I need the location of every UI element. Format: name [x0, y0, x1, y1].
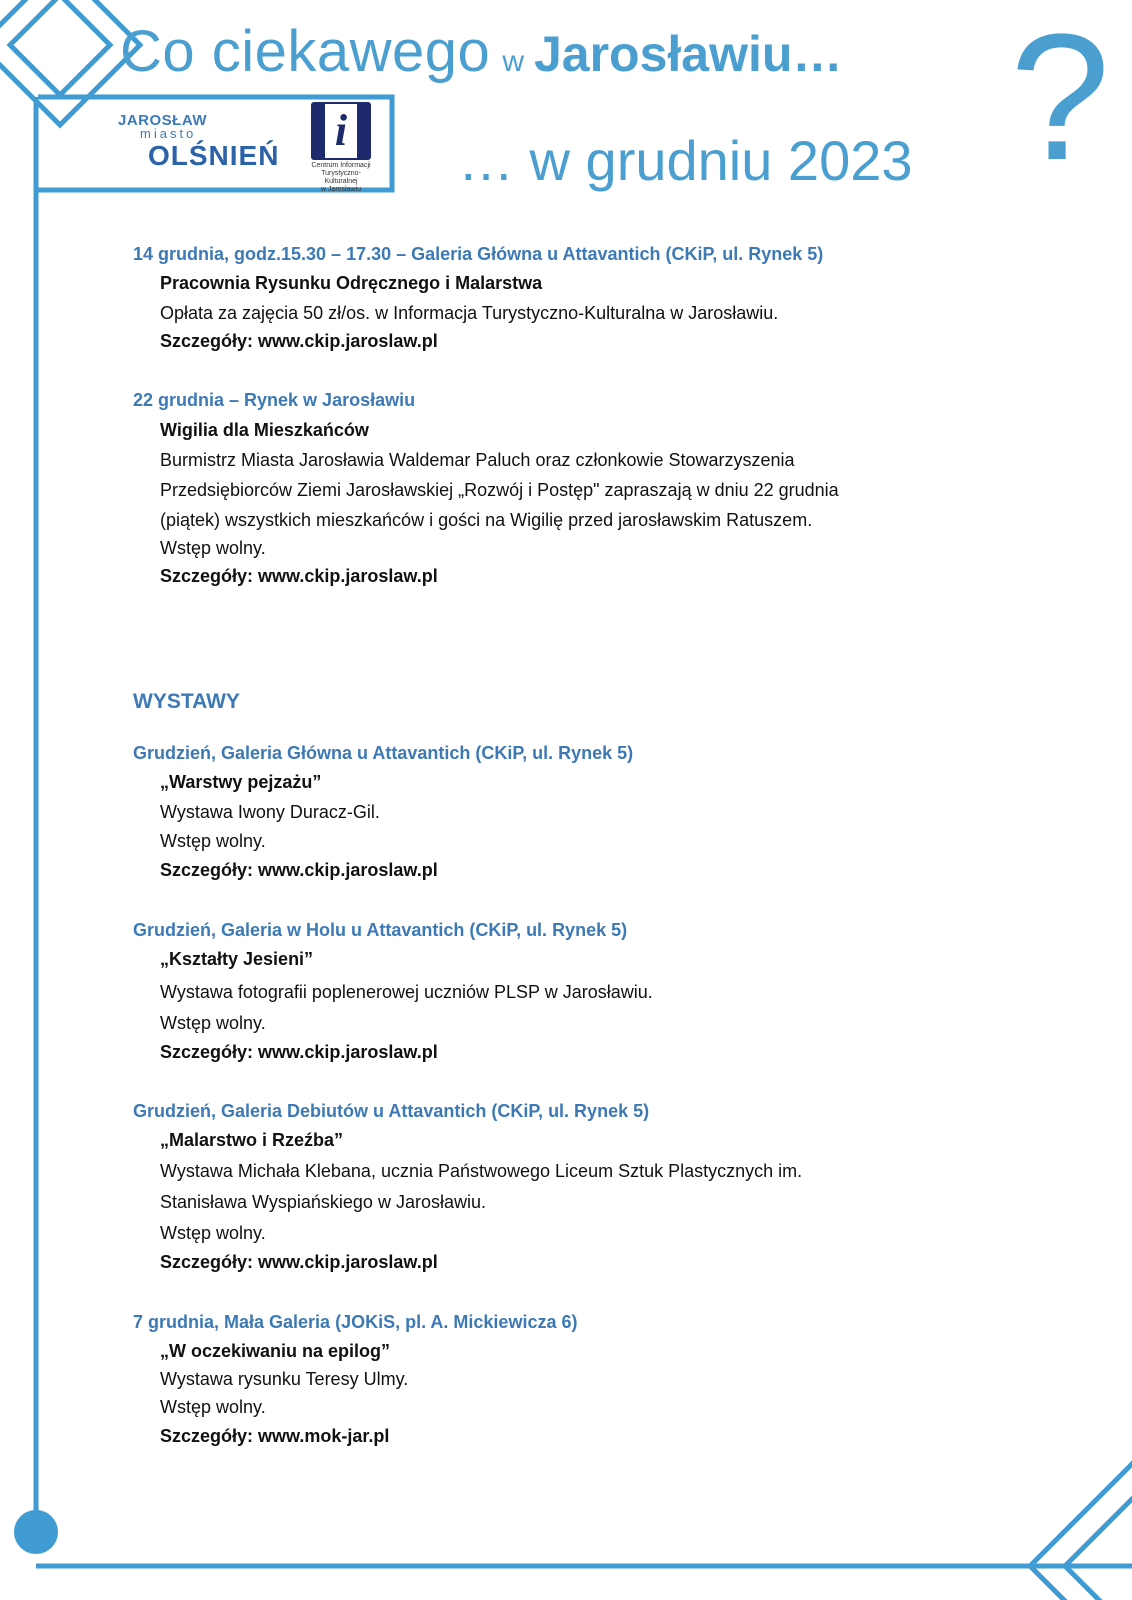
title-part-1: Co ciekawego: [120, 19, 491, 84]
event-details-link[interactable]: Szczegóły: www.ckip.jaroslaw.pl: [160, 566, 438, 586]
city-logo-top: JAROSŁAW: [118, 112, 208, 129]
exhibition-heading: Grudzień, Galeria Debiutów u Attavantich (CKiP, ul. Rynek 5): [133, 1101, 650, 1121]
city-logo: [112, 110, 280, 180]
exhibition-title: „Malarstwo i Rzeźba”: [160, 1130, 344, 1150]
info-icon: [311, 102, 371, 160]
exhibition-text: Stanisława Wyspiańskiego w Jarosławiu.: [160, 1192, 486, 1212]
title-part-2: Jarosławiu…: [533, 26, 843, 82]
exhibition-details-link[interactable]: Szczegóły: www.ckip.jaroslaw.pl: [160, 860, 438, 880]
city-logo-mid: miasto: [140, 126, 197, 141]
event-title: Pracownia Rysunku Odręcznego i Malarstwa: [160, 273, 543, 293]
exhibition-heading: Grudzień, Galeria Główna u Attavantich (CKiP, ul. Rynek 5): [133, 743, 634, 763]
exhibition-text: Wystawa Michała Klebana, ucznia Państwowego Liceum Sztuk Plastycznych im.: [160, 1161, 803, 1181]
exhibition-text: Wystawa fotografii poplenerowej uczniów PLSP w Jarosławiu.: [160, 982, 653, 1002]
exhibition-title: „Warstwy pejzażu”: [160, 772, 322, 792]
frame-br-diamond-inner: [1065, 1499, 1132, 1600]
exhibition-details-link[interactable]: Szczegóły: www.mok-jar.pl: [160, 1426, 390, 1446]
event-text: Wstęp wolny.: [160, 538, 266, 558]
exhibition-title: „W oczekiwaniu na epilog”: [160, 1341, 391, 1361]
event-text: Opłata za zajęcia 50 zł/os. w Informacja Turystyczno-Kulturalna w Jarosławiu.: [160, 303, 779, 323]
event-title: Wigilia dla Mieszkańców: [160, 420, 369, 440]
event-heading: 14 grudnia, godz.15.30 – 17.30 – Galeria Główna u Attavantich (CKiP, ul. Rynek 5): [133, 244, 824, 264]
exhibition-text: Wystawa Iwony Duracz-Gil.: [160, 802, 380, 822]
event-text: Przedsiębiorców Ziemi Jarosławskiej „Rozwój i Postęp" zapraszają w dniu 22 grudnia: [160, 480, 839, 500]
exhibition-heading: 7 grudnia, Mała Galeria (JOKiS, pl. A. Mickiewicza 6): [133, 1312, 578, 1332]
exhibition-text: Wstęp wolny.: [160, 831, 266, 851]
info-caption-line-3: w Jarosławiu: [320, 186, 362, 193]
info-letter: i: [325, 104, 357, 158]
exhibition-text: Wstęp wolny.: [160, 1223, 266, 1243]
exhibition-text: Wystawa rysunku Teresy Ulmy.: [160, 1369, 409, 1389]
exhibition-text: Wstęp wolny.: [160, 1013, 266, 1033]
event-heading: 22 grudnia – Rynek w Jarosławiu: [133, 390, 416, 410]
city-logo-big: OLŚNIEŃ: [148, 140, 280, 171]
info-caption-line-2: Turystyczno-Kulturalnej: [321, 170, 361, 185]
exhibition-details-link[interactable]: Szczegóły: www.ckip.jaroslaw.pl: [160, 1252, 438, 1272]
page-title: [120, 18, 842, 85]
question-mark-graphic: ?: [1010, 0, 1111, 198]
info-center-logo: [305, 102, 375, 193]
info-caption-line-1: Centrum Informacji: [311, 162, 371, 169]
event-text: (piątek) wszystkich mieszkańców i gości na Wigilię przed jarosławskim Ratuszem.: [160, 510, 813, 530]
event-details-link[interactable]: Szczegóły: www.ckip.jaroslaw.pl: [160, 331, 438, 351]
section-title-exhibitions: WYSTAWY: [133, 690, 240, 713]
page-subtitle: … w grudniu 2023: [458, 129, 913, 192]
frame-bottom-left-circle: [14, 1510, 58, 1554]
title-w: w: [502, 45, 524, 78]
frame-br-diamond-outer: [1030, 1464, 1132, 1600]
exhibition-details-link[interactable]: Szczegóły: www.ckip.jaroslaw.pl: [160, 1042, 438, 1062]
exhibition-text: Wstęp wolny.: [160, 1397, 266, 1417]
exhibition-title: „Kształty Jesieni”: [160, 949, 314, 969]
event-text: Burmistrz Miasta Jarosławia Waldemar Paluch oraz członkowie Stowarzyszenia: [160, 450, 795, 470]
frame-diamond-outer: [0, 0, 140, 125]
info-logo-caption: [305, 162, 377, 194]
frame-diamond-inner: [10, 0, 110, 95]
exhibition-heading: Grudzień, Galeria w Holu u Attavantich (CKiP, ul. Rynek 5): [133, 920, 628, 940]
